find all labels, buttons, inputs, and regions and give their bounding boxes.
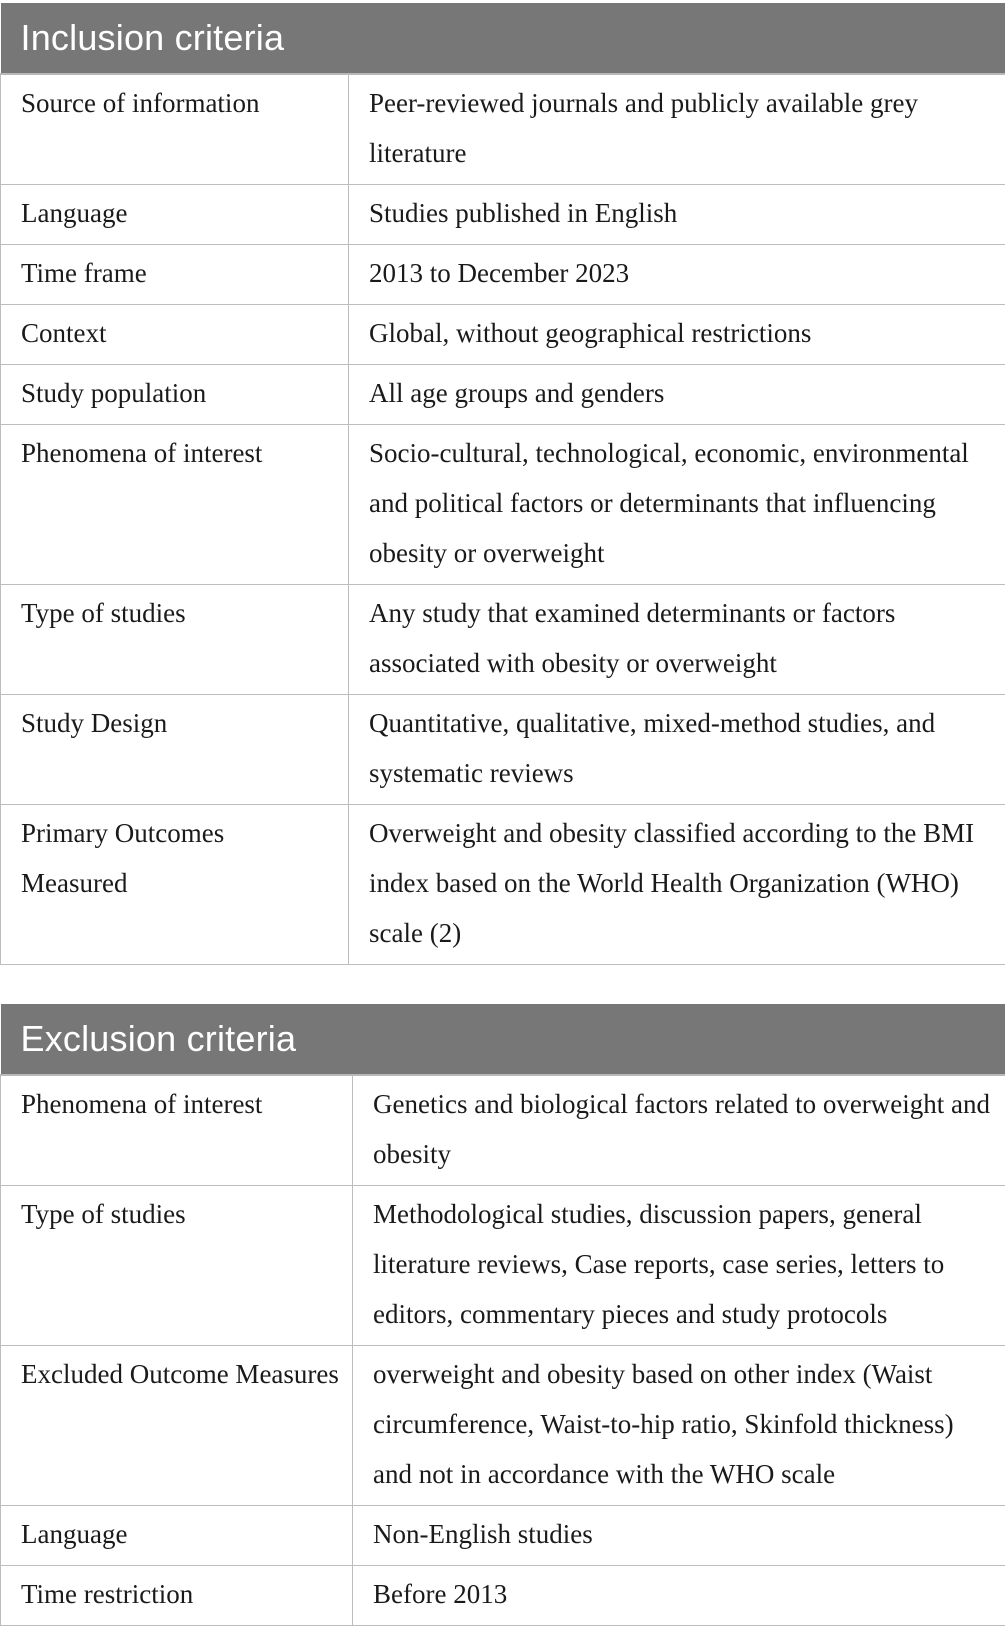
exclusion-criteria-table bbox=[0, 1004, 1005, 1626]
criterion-label: Phenomena of interest bbox=[1, 1075, 353, 1186]
criterion-value: Peer-reviewed journals and publicly available grey literature bbox=[349, 74, 1005, 185]
inclusion-criteria-row bbox=[1, 805, 1005, 965]
exclusion-criteria-row bbox=[1, 1346, 1005, 1506]
criterion-label: Primary Outcomes Measured bbox=[1, 805, 349, 965]
criterion-value: All age groups and genders bbox=[349, 365, 1005, 425]
criterion-label: Language bbox=[1, 1506, 353, 1566]
inclusion-criteria-row bbox=[1, 74, 1005, 185]
criterion-value: overweight and obesity based on other index (Waist circumference, Waist-to-hip ratio, Skinfold thickness) and not in accordance with the WHO scale bbox=[353, 1346, 1005, 1506]
exclusion-criteria-row bbox=[1, 1506, 1005, 1566]
inclusion-criteria-row bbox=[1, 425, 1005, 585]
inclusion-criteria-title: Inclusion criteria bbox=[1, 3, 1005, 74]
criterion-value: Studies published in English bbox=[349, 185, 1005, 245]
inclusion-criteria-row bbox=[1, 185, 1005, 245]
criterion-label: Phenomena of interest bbox=[1, 425, 349, 585]
criterion-label: Language bbox=[1, 185, 349, 245]
criterion-value: 2013 to December 2023 bbox=[349, 245, 1005, 305]
criterion-label: Source of information bbox=[1, 74, 349, 185]
inclusion-criteria-section bbox=[0, 3, 1005, 965]
criterion-value: Quantitative, qualitative, mixed-method studies, and systematic reviews bbox=[349, 695, 1005, 805]
criterion-label: Context bbox=[1, 305, 349, 365]
criterion-value: Any study that examined determinants or factors associated with obesity or overweight bbox=[349, 585, 1005, 695]
inclusion-criteria-row bbox=[1, 585, 1005, 695]
inclusion-criteria-table bbox=[0, 3, 1005, 965]
exclusion-criteria-section bbox=[0, 1004, 1005, 1626]
criterion-value: Methodological studies, discussion papers, general literature reviews, Case reports, case series, letters to editors, commentary pieces and study protocols bbox=[353, 1186, 1005, 1346]
criterion-value: Global, without geographical restrictions bbox=[349, 305, 1005, 365]
criterion-label: Study Design bbox=[1, 695, 349, 805]
criterion-label: Excluded Outcome Measures bbox=[1, 1346, 353, 1506]
criterion-label: Time frame bbox=[1, 245, 349, 305]
exclusion-criteria-row bbox=[1, 1186, 1005, 1346]
criterion-value: Overweight and obesity classified according to the BMI index based on the World Health Organization (WHO) scale (2) bbox=[349, 805, 1005, 965]
exclusion-criteria-title: Exclusion criteria bbox=[1, 1004, 1005, 1075]
inclusion-criteria-row bbox=[1, 245, 1005, 305]
criterion-label: Type of studies bbox=[1, 585, 349, 695]
criterion-label: Time restriction bbox=[1, 1566, 353, 1626]
criterion-value: Socio-cultural, technological, economic, environmental and political factors or determinants that influencing obesity or overweight bbox=[349, 425, 1005, 585]
exclusion-criteria-row bbox=[1, 1566, 1005, 1626]
criterion-label: Study population bbox=[1, 365, 349, 425]
exclusion-criteria-body bbox=[1, 1075, 1005, 1626]
inclusion-criteria-row bbox=[1, 365, 1005, 425]
criterion-value: Genetics and biological factors related to overweight and obesity bbox=[353, 1075, 1005, 1186]
inclusion-criteria-body bbox=[1, 74, 1005, 965]
criterion-value: Non-English studies bbox=[353, 1506, 1005, 1566]
criterion-label: Type of studies bbox=[1, 1186, 353, 1346]
exclusion-criteria-row bbox=[1, 1075, 1005, 1186]
inclusion-criteria-row bbox=[1, 695, 1005, 805]
inclusion-criteria-row bbox=[1, 305, 1005, 365]
criterion-value: Before 2013 bbox=[353, 1566, 1005, 1626]
